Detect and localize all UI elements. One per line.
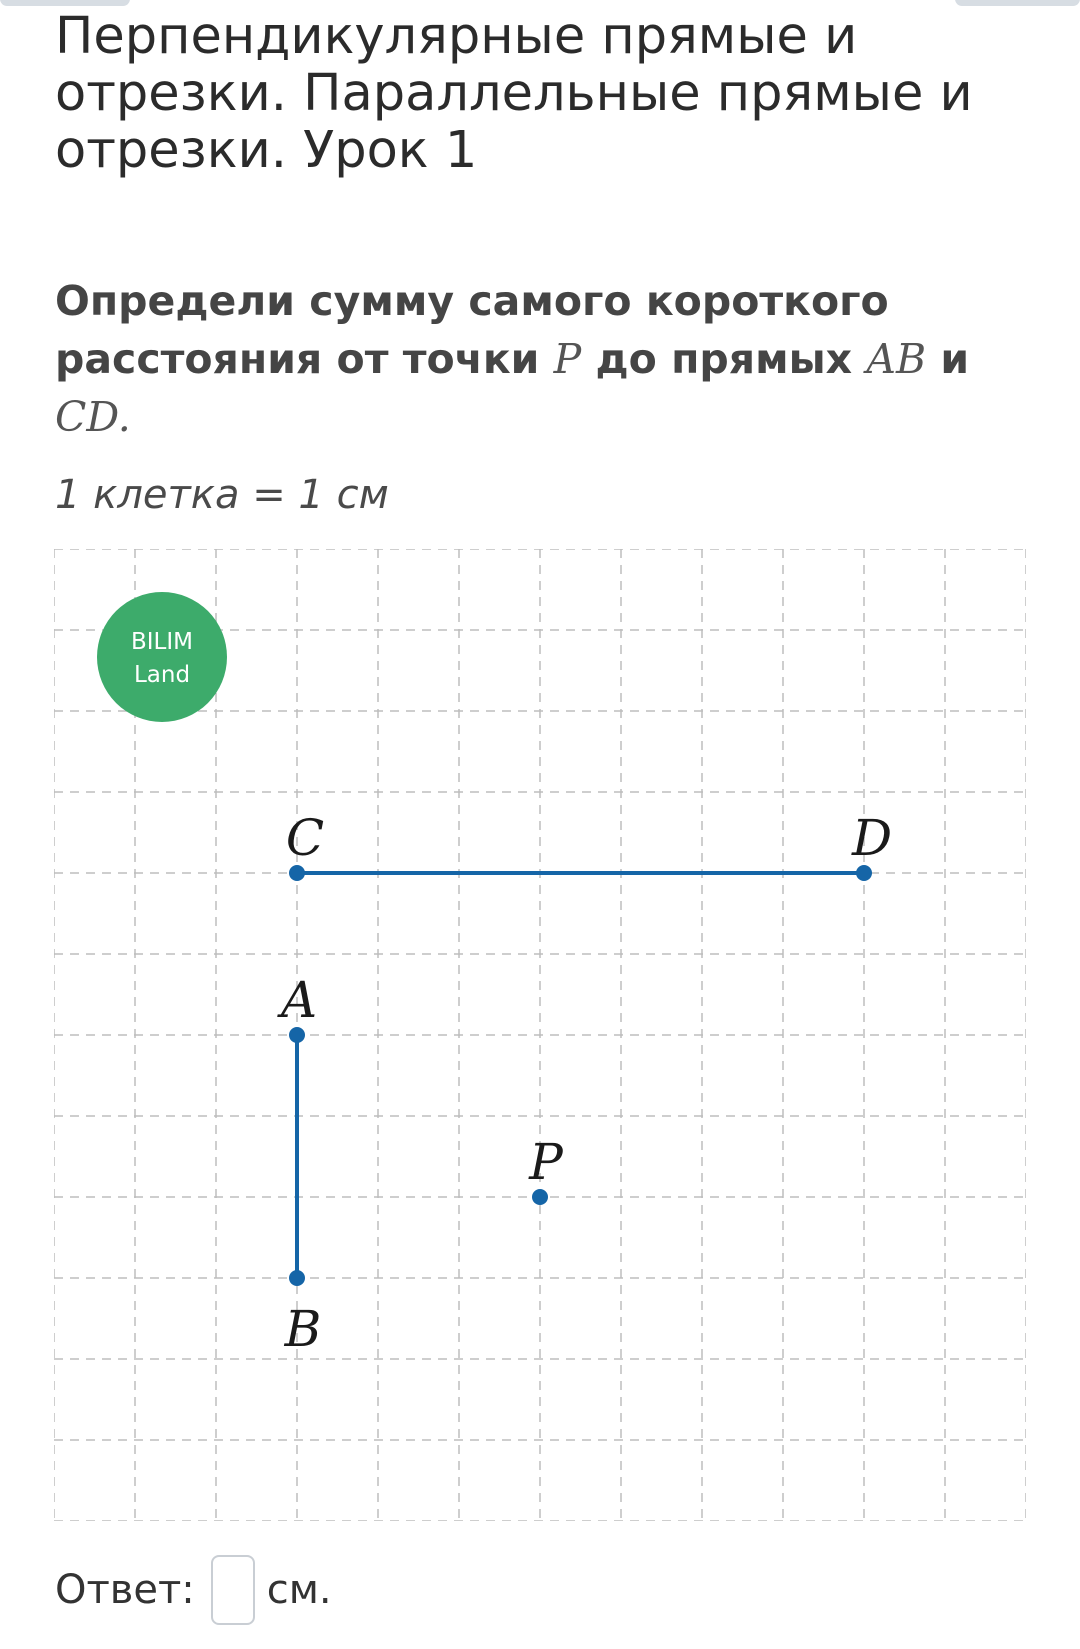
task-text-part3: и (926, 335, 970, 383)
point-a (289, 1027, 305, 1043)
top-bar-left (0, 0, 130, 6)
point-label-p: P (529, 1133, 563, 1191)
lesson-title: Перпендикулярные прямые и отрезки. Параллельные прямые и отрезки. Урок 1 (55, 7, 973, 180)
bilim-land-logo (97, 592, 227, 722)
task-line1-name: AB (866, 335, 927, 383)
answer-row (55, 1555, 332, 1625)
point-label-b: B (284, 1300, 322, 1358)
scale-note: 1 клетка = 1 см (55, 472, 389, 518)
point-label-a: A (280, 971, 318, 1029)
logo-circle (97, 592, 227, 722)
point-d (856, 865, 872, 881)
point-c (289, 865, 305, 881)
task-text-part2: до прямых (581, 335, 867, 383)
logo-line2: Land (133, 662, 191, 688)
point-p (532, 1189, 548, 1205)
task-text (55, 272, 1035, 446)
task-text-part1: Определи сумму самого короткого расстояния от точки (55, 277, 889, 383)
task-point-name: P (553, 335, 582, 383)
logo-line1: BILIM (130, 629, 194, 655)
point-label-d: D (851, 809, 893, 867)
task-line2-name: CD (55, 393, 118, 441)
grid-figure (54, 549, 1026, 1521)
point-label-c: C (285, 809, 325, 867)
answer-unit: см. (266, 1567, 332, 1613)
point-b (289, 1270, 305, 1286)
top-bar-right (955, 0, 1080, 6)
answer-input[interactable] (211, 1555, 255, 1625)
task-text-part4: . (117, 393, 131, 441)
answer-label: Ответ: (55, 1567, 195, 1613)
